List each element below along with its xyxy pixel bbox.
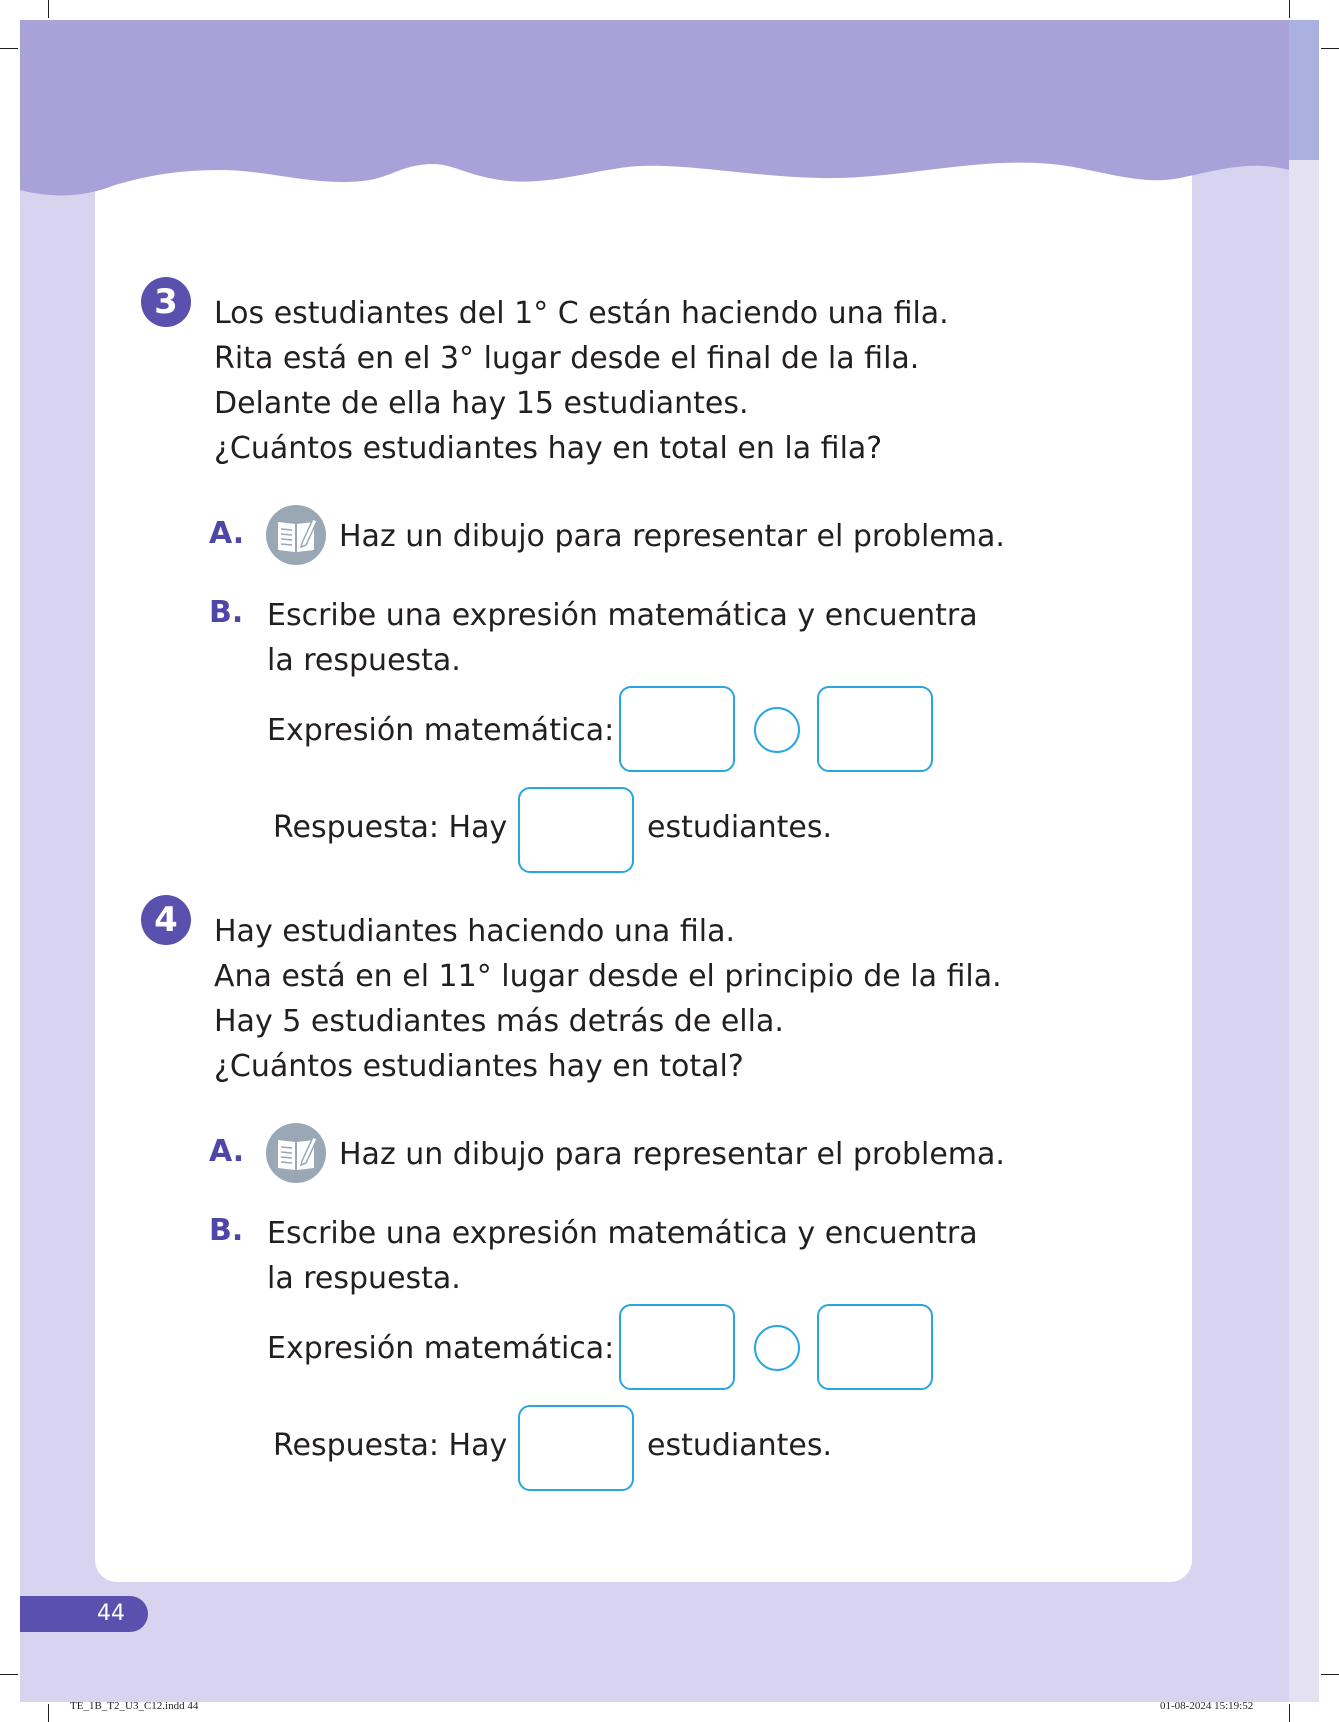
answer-suffix: estudiantes.: [647, 810, 833, 845]
crop-mark: [0, 1674, 18, 1675]
print-slug-date: 01-08-2024 15:19:52: [1160, 1700, 1254, 1712]
operator-circle[interactable]: [754, 707, 800, 753]
question-line: Delante de ella hay 15 estudiantes.: [214, 386, 749, 421]
page-number-tab: [20, 1596, 148, 1632]
crop-mark: [0, 48, 18, 49]
question-text: [214, 909, 1002, 1089]
expression-operand-box[interactable]: [619, 1304, 735, 1390]
part-a-text: Haz un dibujo para representar el problema.: [339, 1137, 1005, 1172]
part-a-letter: A.: [209, 516, 245, 551]
expression-operand-box[interactable]: [619, 686, 735, 772]
crop-mark: [1321, 48, 1339, 49]
expression-operand-box[interactable]: [817, 1304, 933, 1390]
question-line: Hay 5 estudiantes más detrás de ella.: [214, 1004, 784, 1039]
question-number-badge: 3: [141, 277, 191, 327]
part-a-text: Haz un dibujo para representar el problema.: [339, 519, 1005, 554]
expression-label: Expresión matemática:: [267, 1331, 615, 1366]
question-line: ¿Cuántos estudiantes hay en total?: [214, 1049, 744, 1084]
part-b-text: Escribe una expresión matemática y encuentra: [267, 598, 978, 633]
answer-suffix: estudiantes.: [647, 1428, 833, 1463]
question-line: Rita está en el 3° lugar desde el final de la fila.: [214, 341, 920, 376]
crop-mark: [1289, 1704, 1290, 1722]
crop-mark: [48, 0, 49, 18]
side-strip-accent: [1289, 20, 1319, 160]
operator-circle[interactable]: [754, 1325, 800, 1371]
crop-mark: [1321, 1674, 1339, 1675]
page-number: 44: [97, 1601, 125, 1626]
part-b-letter: B.: [209, 1213, 244, 1248]
crop-mark: [1289, 0, 1290, 18]
notebook-pencil-icon: [266, 1123, 326, 1183]
part-b-letter: B.: [209, 595, 244, 630]
question-number-badge: 4: [141, 895, 191, 945]
question-text: [214, 291, 949, 471]
part-a-letter: A.: [209, 1134, 245, 1169]
expression-label: Expresión matemática:: [267, 713, 615, 748]
answer-prefix: Respuesta: Hay: [273, 810, 508, 845]
question-line: ¿Cuántos estudiantes hay en total en la fila?: [214, 431, 883, 466]
part-b-text: la respuesta.: [267, 643, 461, 678]
header-banner: [20, 20, 1289, 220]
part-b-text: Escribe una expresión matemática y encuentra: [267, 1216, 978, 1251]
answer-box[interactable]: [518, 787, 634, 873]
question-line: Hay estudiantes haciendo una fila.: [214, 914, 735, 949]
answer-prefix: Respuesta: Hay: [273, 1428, 508, 1463]
crop-mark: [48, 1704, 49, 1722]
notebook-pencil-icon: [266, 505, 326, 565]
expression-operand-box[interactable]: [817, 686, 933, 772]
question-line: Los estudiantes del 1° C están haciendo una fila.: [214, 296, 949, 331]
print-slug-file: TE_1B_T2_U3_C12.indd 44: [70, 1700, 199, 1712]
answer-box[interactable]: [518, 1405, 634, 1491]
part-b-text: la respuesta.: [267, 1261, 461, 1296]
side-strip: [1289, 20, 1319, 1702]
question-line: Ana está en el 11° lugar desde el principio de la fila.: [214, 959, 1002, 994]
